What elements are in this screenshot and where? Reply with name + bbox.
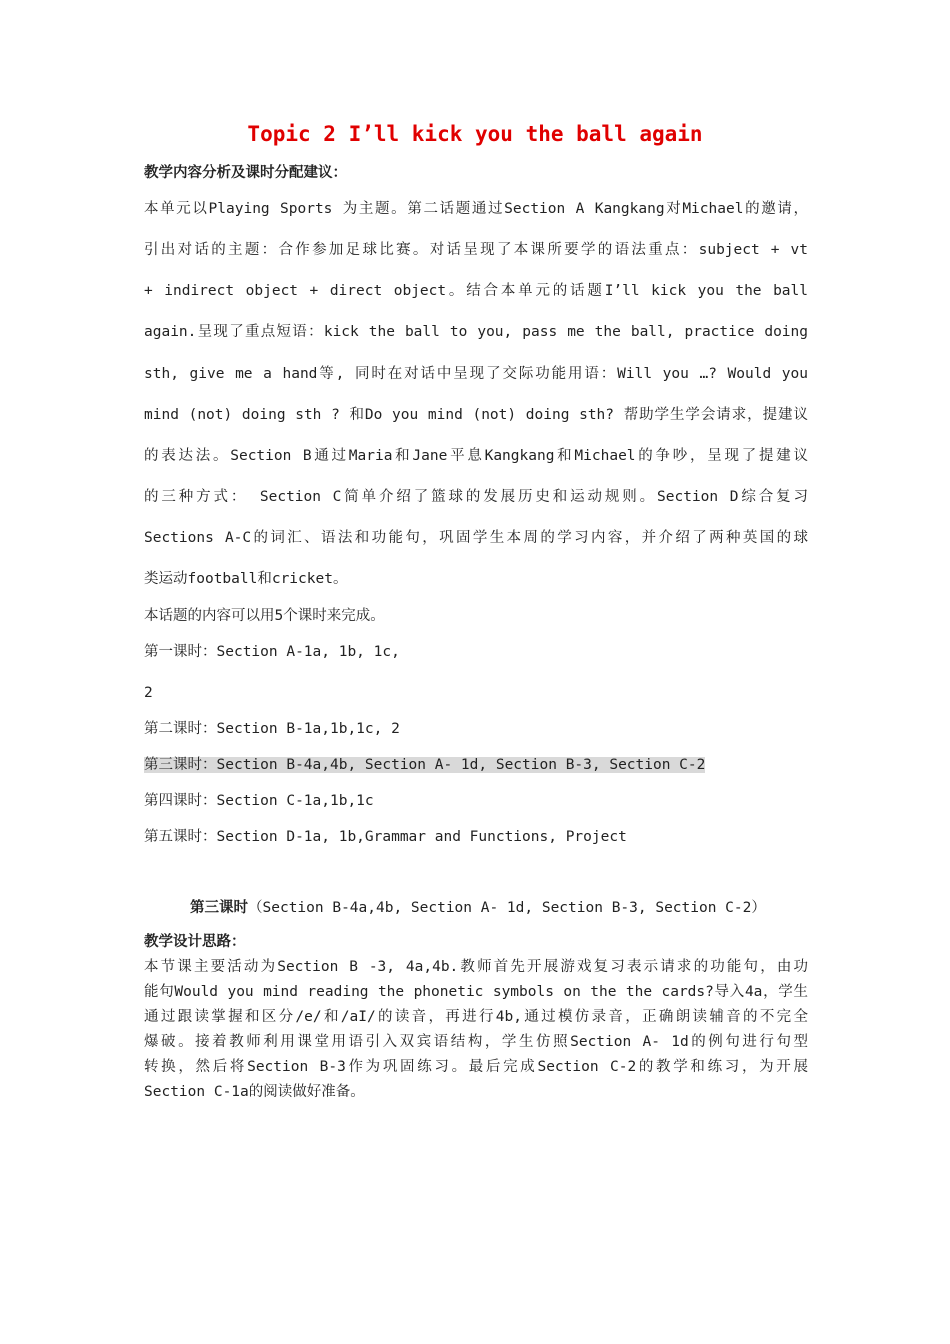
analysis-line: 的三种方式： Section C简单介绍了篮球的发展历史和运动规则。Section D综合复习 [144, 489, 808, 505]
analysis-line: again.呈现了重点短语：kick the ball to you, pass me the ball, practice doing [144, 324, 808, 340]
analysis-line: mind (not) doing sth ? 和Do you mind (not) doing sth? 帮助学生学会请求，提建议 [144, 407, 808, 423]
design-line: 通过跟读掌握和区分/e/和/aI/的读音，再进行4b,通过模仿录音，正确朗读辅音的不完全 [144, 1009, 808, 1025]
period-item: 第五课时：Section D-1a, 1b,Grammar and Functions, Project [144, 829, 627, 845]
design-line: 能句Would you mind reading the phonetic symbols on the the cards?导入4a，学生 [144, 984, 808, 1000]
design-line: 转换，然后将Section B-3作为巩固练习。最后完成Section C-2的教学和练习，为开展 [144, 1059, 808, 1075]
analysis-line: 本单元以Playing Sports 为主题。第二话题通过Section A Kangkang对Michael的邀请， [144, 201, 808, 217]
document-title: Topic 2 I’ll kick you the ball again [247, 122, 703, 146]
period-item: 第一课时：Section A-1a, 1b, 1c, [144, 644, 400, 660]
analysis-line: Sections A-C的词汇、语法和功能句，巩固学生本周的学习内容，并介绍了两种英国的球 [144, 530, 808, 546]
analysis-line: 的表达法。Section B通过Maria和Jane平息Kangkang和Michael的争吵，呈现了提建议 [144, 448, 808, 464]
period-item: 第二课时：Section B-1a,1b,1c, 2 [144, 721, 400, 737]
analysis-line: 引出对话的主题：合作参加足球比赛。对话呈现了本课所要学的语法重点：subject + vt [144, 242, 808, 258]
lesson-heading [190, 896, 766, 917]
design-heading: 教学设计思路： [144, 934, 246, 950]
periods-intro: 本话题的内容可以用5个课时来完成。 [144, 608, 385, 624]
analysis-line: 类运动football和cricket。 [144, 571, 348, 587]
period-item-highlighted [144, 755, 808, 775]
lesson-heading-detail: （Section B-4a,4b, Section A- 1d, Section B-3, Section C-2） [248, 900, 766, 916]
period-item: 2 [144, 685, 153, 701]
analysis-line: + indirect object + direct object。结合本单元的话题I’ll kick you the ball [144, 283, 808, 299]
lesson-heading-label: 第三课时 [190, 900, 248, 916]
highlighted-text: 第三课时：Section B-4a,4b, Section A- 1d, Section B-3, Section C-2 [144, 757, 706, 773]
design-line: 爆破。接着教师利用课堂用语引入双宾语结构，学生仿照Section A- 1d的例句进行句型 [144, 1034, 808, 1050]
period-item: 第四课时：Section C-1a,1b,1c [144, 793, 374, 809]
design-line: 本节课主要活动为Section B -3, 4a,4b.教师首先开展游戏复习表示请求的功能句，由功 [144, 959, 808, 975]
design-line: Section C-1a的阅读做好准备。 [144, 1084, 365, 1100]
analysis-line: sth, give me a hand等, 同时在对话中呈现了交际功能用语：Will you …? Would you [144, 366, 808, 382]
analysis-heading: 教学内容分析及课时分配建议： [144, 165, 347, 181]
